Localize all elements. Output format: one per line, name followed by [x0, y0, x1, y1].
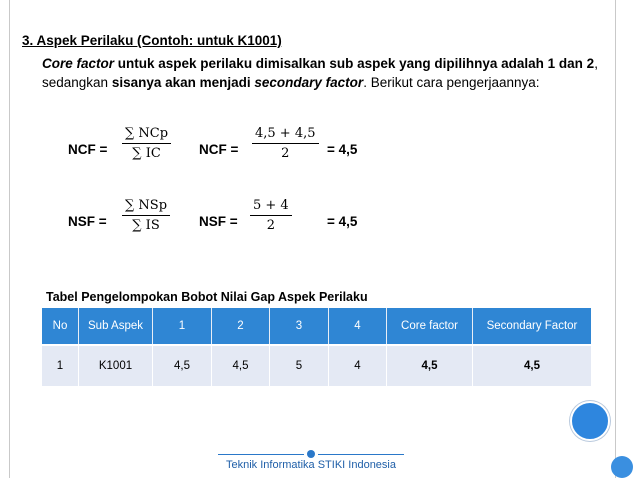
ncf-calc-denominator: 2	[281, 146, 290, 161]
table-caption: Tabel Pengelompokan Bobot Nilai Gap Aspek Perilaku	[46, 290, 368, 304]
paragraph-bold-text-2: sisanya akan menjadi	[111, 75, 255, 90]
ncf-calc-numerator: 4,5 + 4,5	[252, 126, 319, 144]
gap-weight-table	[42, 308, 591, 386]
nsf-calc-numerator: 5 + 4	[250, 198, 292, 216]
header-secondary-factor: Secondary Factor	[473, 308, 592, 345]
decorative-circle-small	[611, 456, 633, 478]
ncf-calculation	[252, 126, 319, 161]
nsf-formula-numerator: ∑ NSp	[122, 198, 170, 216]
ncf-label-2: NCF =	[199, 142, 239, 157]
ncf-label: NCF =	[68, 142, 108, 157]
paragraph-bold-text: untuk aspek perilaku dimisalkan sub aspek yang dipilihnya adalah 1 dan 2	[114, 56, 595, 71]
nsf-calculation	[250, 198, 292, 233]
header-4: 4	[329, 308, 387, 345]
footer-dept: Teknik Informatika	[226, 459, 315, 471]
ncf-formula-numerator: ∑ NCp	[122, 126, 171, 144]
header-sub-aspek: Sub Aspek	[79, 308, 153, 345]
paragraph-text-2: . Berikut cara pengerjaannya:	[363, 75, 540, 90]
nsf-label: NSF =	[68, 214, 107, 229]
ncf-formula	[122, 126, 171, 161]
nsf-calc-denominator: 2	[266, 218, 275, 233]
nsf-label-2: NSF =	[199, 214, 238, 229]
cell-2: 4,5	[212, 345, 270, 386]
core-factor-term: Core factor	[42, 56, 115, 71]
cell-1: 4,5	[153, 345, 212, 386]
table-row	[42, 345, 591, 386]
cell-secondary-factor: 4,5	[473, 345, 592, 386]
nsf-formula	[122, 198, 170, 233]
cell-4: 4	[329, 345, 387, 386]
footer-line-right	[318, 454, 404, 455]
footer-line-left	[218, 454, 304, 455]
header-1: 1	[153, 308, 212, 345]
decorative-circle-large	[570, 401, 610, 441]
footer-dot	[307, 450, 315, 458]
cell-no: 1	[42, 345, 79, 386]
intro-paragraph	[42, 54, 604, 92]
secondary-factor-term: secondary factor	[254, 75, 364, 90]
header-2: 2	[212, 308, 270, 345]
cell-3: 5	[270, 345, 329, 386]
ncf-formula-denominator: ∑ IC	[132, 146, 161, 161]
cell-sub-aspek: K1001	[79, 345, 153, 386]
footer-text	[218, 459, 404, 471]
nsf-formula-denominator: ∑ IS	[132, 218, 160, 233]
nsf-result: = 4,5	[327, 214, 358, 229]
footer-institution: STIKI Indonesia	[317, 459, 396, 471]
table-header-row	[42, 308, 591, 345]
header-3: 3	[270, 308, 329, 345]
footer-branding	[218, 449, 404, 477]
header-core-factor: Core factor	[387, 308, 473, 345]
cell-core-factor: 4,5	[387, 345, 473, 386]
header-no: No	[42, 308, 79, 345]
paragraph-text: , sedangkan	[42, 56, 598, 90]
ncf-result: = 4,5	[327, 142, 358, 157]
section-heading: 3. Aspek Perilaku (Contoh: untuk K1001)	[22, 33, 282, 48]
